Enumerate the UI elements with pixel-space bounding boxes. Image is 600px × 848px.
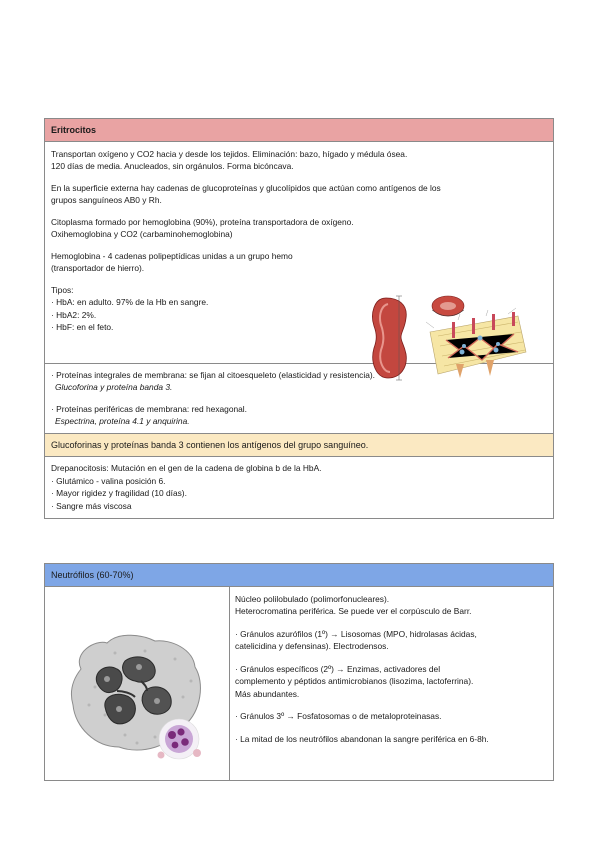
neutrofilo-description-cell [230, 587, 553, 781]
membrana-proteins-cell [45, 364, 553, 434]
membrana-integral-text: · Proteínas integrales de membrana: se fijan al citoesqueleto (elasticidad y resistencia). [51, 369, 375, 380]
neutrofilos-header: Neutrófilos (60-70%) [45, 564, 553, 587]
p4-line-1: Hemoglobina - 4 cadenas polipeptídicas unidas a un grupo hemo [51, 250, 293, 261]
neutro-line-terciarios: · Gránulos 3º → Fosfatosomas o de metaloproteinasas. [235, 711, 442, 721]
drepanocitosis-item-2: · Mayor rigidez y fragilidad (10 días). [51, 488, 187, 498]
glucoforinas-highlight: Glucoforinas y proteínas banda 3 contienen los antígenos del grupo sanguíneo. [45, 434, 553, 458]
neutro-line-azurofilos-2: catelicidina y defensinas). Electrodensos. [235, 641, 389, 651]
p3-line-1: Citoplasma formado por hemoglobina (90%), proteína transportadora de oxígeno. [51, 216, 354, 227]
neutro-line-especificos-2: complemento y péptidos antimicrobianos (lisozima, lactoferrina). [235, 676, 474, 686]
membrana-periferica-examples: Espectrina, proteína 4.1 y anquirina. [55, 416, 190, 426]
neutrophil-micrograph [45, 587, 229, 777]
neutro-line-1: Núcleo polilobulado (polimorfonucleares). [235, 593, 390, 604]
neutro-line-mitad: · La mitad de los neutrófilos abandonan la sangre periférica en 6-8h. [235, 733, 489, 744]
p1-line-2: 120 días de media. Anucleados, sin orgánulos. Forma bicóncava. [51, 161, 294, 171]
p1-line-1: Transportan oxígeno y CO2 hacia y desde los tejidos. Eliminación: bazo, hígado y médula ósea. [51, 148, 408, 159]
neutro-line-2: Heterocromatina periférica. Se puede ver el corpúsculo de Barr. [235, 606, 472, 616]
drepanocitosis-item-3: · Sangre más viscosa [51, 500, 132, 511]
drepanocitosis-cell [45, 457, 553, 518]
neutrofilos-table [44, 563, 554, 781]
neutro-line-especificos-3: Más abundantes. [235, 688, 300, 699]
eritrocitos-header: Eritrocitos [45, 119, 553, 142]
drepanocitosis-item-1: · Glutámico - valina posición 6. [51, 475, 166, 486]
p4-line-2: (transportador de hierro). [51, 263, 145, 273]
drepanocitosis-title: Drepanocitosis: Mutación en el gen de la cadena de globina b de la HbA. [51, 463, 322, 473]
eritrocitos-description-cell [45, 142, 553, 364]
eritrocitos-table [44, 118, 554, 519]
p2-line-2: grupos sanguíneos AB0 y Rh. [51, 195, 162, 205]
p3-line-2: Oxihemoglobina y CO2 (carbaminohemoglobina) [51, 229, 233, 239]
tipos-title: Tipos: [51, 284, 74, 295]
neutro-line-especificos: · Gránulos específicos (2º) → Enzimas, activadores del [235, 663, 441, 674]
neutrofilo-image-cell [45, 587, 230, 781]
tipo-hba: · HbA: en adulto. 97% de la Hb en sangre. [51, 297, 209, 307]
p2-line-1: En la superficie externa hay cadenas de glucoproteínas y glucolípidos que actúan como antígenos de los [51, 182, 441, 193]
tipo-hbf: · HbF: en el feto. [51, 322, 114, 332]
neutro-line-azurofilos: · Gránulos azurófilos (1º) → Lisosomas (MPO, hidrolasas ácidas, [235, 628, 477, 639]
tipo-hba2: · HbA2: 2%. [51, 309, 97, 320]
membrana-periferica-text: · Proteínas periféricas de membrana: red hexagonal. [51, 403, 247, 414]
membrana-integral-examples: Glucoforina y proteína banda 3. [55, 382, 173, 392]
